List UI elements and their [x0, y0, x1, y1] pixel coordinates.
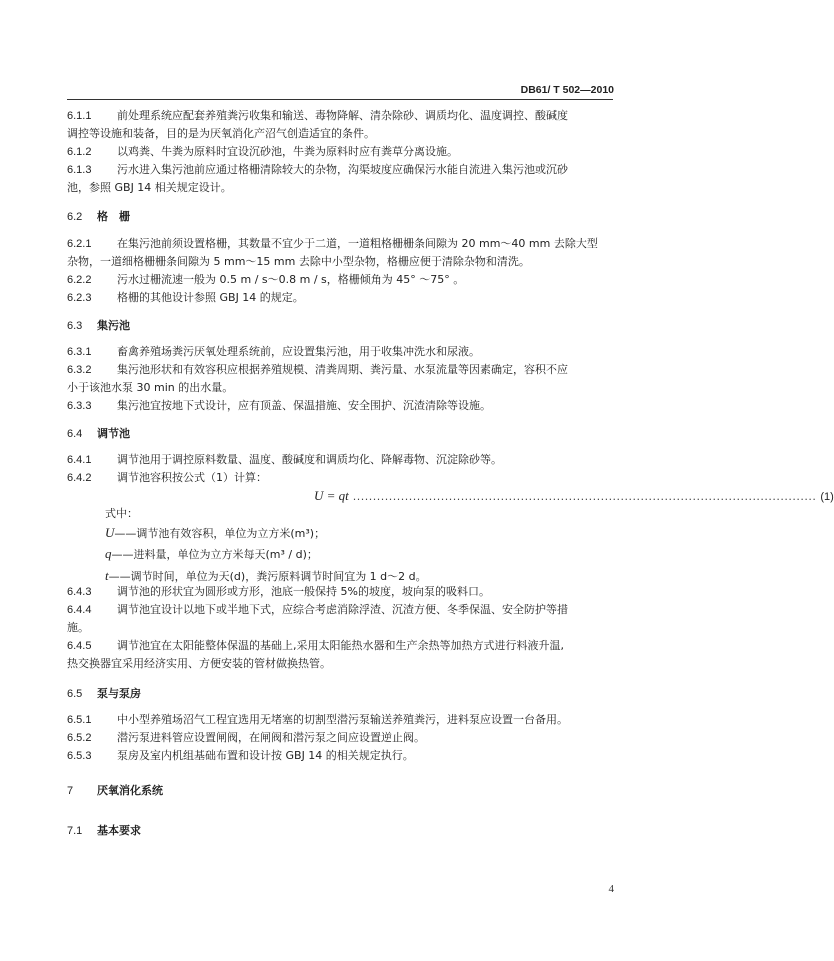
section-number: 7.1: [67, 825, 83, 837]
clause-text: 集污池形状和有效容积应根据养殖规模、清粪周期、粪污量、水泵流量等因素确定，容积不应: [117, 363, 568, 376]
section-number: 6.3: [67, 320, 83, 332]
clause-6-5-1: [67, 712, 615, 728]
clause-6-3-2: [67, 362, 615, 378]
clause-text: 以鸡粪、牛粪为原料时宜设沉砂池，牛粪为原料时应有粪草分离设施。: [117, 145, 458, 158]
section-heading-6-3: [67, 318, 615, 334]
section-title: 集污池: [97, 319, 130, 332]
formula-expression: U = qt: [314, 488, 349, 503]
clause-text: 畜禽养殖场粪污厌氧处理系统前，应设置集污池，用于收集冲洗水和尿液。: [117, 345, 480, 358]
clause-number: 6.4.3: [67, 586, 92, 598]
clause-number: 6.2.3: [67, 292, 92, 304]
clause-6-4-4-cont: 施。: [67, 621, 89, 634]
clause-6-4-1: [67, 452, 615, 468]
clause-6-4-5: [67, 638, 615, 654]
clause-6-4-5-cont: 热交换器宜采用经济实用、方便安装的管材做换热管。: [67, 657, 331, 670]
clause-6-2-1-cont: 杂物，一道细格栅栅条间隙为 5 mm～15 mm 去除中小型杂物，格栅应便于清除杂物和清洗。: [67, 255, 530, 268]
clause-6-1-3-cont: 池，参照 GBJ 14 相关规定设计。: [67, 181, 232, 194]
clause-6-1-1-cont: 调控等设施和装备，目的是为厌氧消化产沼气创造适宜的条件。: [67, 127, 375, 140]
clause-text: 调节池容积按公式（1）计算：: [117, 471, 267, 484]
variable-t-definition: [105, 568, 427, 585]
variable-description: ——调节时间，单位为天(d)，粪污原料调节时间宜为 1 d～2 d。: [108, 570, 427, 583]
clause-number: 6.1.3: [67, 164, 92, 176]
clause-text: 在集污池前须设置格栅，其数量不宜少于二道，一道粗格栅栅条间隙为 20 mm～40 mm 去除大型: [117, 237, 598, 250]
page-number: 4: [608, 883, 614, 895]
clause-text: 格栅的其他设计参照 GBJ 14 的规定。: [117, 291, 304, 304]
clause-6-2-2: [67, 272, 615, 288]
formula-number: (1): [820, 491, 834, 503]
variable-symbol: q: [105, 546, 112, 561]
variable-symbol: t: [105, 568, 109, 583]
clause-number: 6.4.4: [67, 604, 92, 616]
clause-6-1-1: [67, 108, 615, 124]
clause-6-3-1: [67, 344, 615, 360]
clause-text: 泵房及室内机组基础布置和设计按 GBJ 14 的相关规定执行。: [117, 749, 414, 762]
clause-text: 集污池宜按地下式设计，应有顶盖、保温措施、安全围护、沉渣清除等设施。: [117, 399, 491, 412]
section-number: 6.4: [67, 428, 83, 440]
clause-6-1-3: [67, 162, 615, 178]
variable-description: ——进料量，单位为立方米每天(m³ / d)；: [111, 548, 318, 561]
section-title: 泵与泵房: [97, 687, 141, 700]
clause-number: 6.4.2: [67, 472, 92, 484]
clause-number: 6.1.1: [67, 110, 92, 122]
clause-number: 6.5.3: [67, 750, 92, 762]
clause-6-3-2-cont: 小于该池水泵 30 min 的出水量。: [67, 381, 234, 394]
section-heading-6-5: [67, 686, 615, 702]
clause-number: 6.1.2: [67, 146, 92, 158]
chapter-heading-7: [67, 783, 615, 799]
formula-1: [314, 488, 834, 505]
clause-text: 污水过栅流速一般为 0.5 m / s～0.8 m / s，格栅倾角为 45° ～75° 。: [117, 273, 465, 286]
section-number: 6.2: [67, 211, 83, 223]
clause-text: 调节池用于调控原料数量、温度、酸碱度和调质均化、降解毒物、沉淀除砂等。: [117, 453, 502, 466]
clause-6-5-3: [67, 748, 615, 764]
clause-number: 6.2.2: [67, 274, 92, 286]
section-title: 基本要求: [97, 824, 141, 837]
chapter-number: 7: [67, 785, 74, 797]
clause-number: 6.5.2: [67, 732, 92, 744]
variable-q-definition: [105, 546, 318, 563]
clause-text: 潜污泵进料管应设置闸阀，在闸阀和潜污泵之间应设置逆止阀。: [117, 731, 425, 744]
variable-symbol: U: [105, 525, 115, 540]
clause-number: 6.4.1: [67, 454, 92, 466]
clause-number: 6.4.5: [67, 640, 92, 652]
clause-number: 6.2.1: [67, 238, 92, 250]
clause-number: 6.3.2: [67, 364, 92, 376]
clause-text: 前处理系统应配套养殖粪污收集和输送、毒物降解、清杂除砂、调质均化、温度调控、酸碱度: [117, 109, 568, 122]
clause-text: 调节池宜设计以地下或半地下式，应综合考虑消除浮渣、沉渣方便、冬季保温、安全防护等措: [117, 603, 568, 616]
section-heading-7-1: [67, 823, 615, 839]
clause-6-4-3: [67, 584, 615, 600]
clause-number: 6.5.1: [67, 714, 92, 726]
chapter-title: 厌氧消化系统: [97, 784, 163, 797]
section-title: 调节池: [97, 427, 130, 440]
clause-text: 污水进入集污池前应通过格栅清除较大的杂物，沟渠坡度应确保污水能自流进入集污池或沉砂: [117, 163, 568, 176]
clause-6-4-2: [67, 470, 615, 486]
clause-text: 中小型养殖场沼气工程宜选用无堵塞的切割型潜污泵输送养殖粪污，进料泵应设置一台备用。: [117, 713, 568, 726]
clause-6-1-2: [67, 144, 615, 160]
standard-code-header: DB61/ T 502—2010: [520, 84, 614, 96]
section-number: 6.5: [67, 688, 83, 700]
variable-u-definition: [105, 525, 325, 542]
clause-text: 调节池的形状宜为圆形或方形，池底一般保持 5%的坡度，坡向泵的吸料口。: [117, 585, 490, 598]
clause-number: 6.3.3: [67, 400, 92, 412]
clause-6-3-3: [67, 398, 615, 414]
clause-6-2-1: [67, 236, 615, 252]
clause-number: 6.3.1: [67, 346, 92, 358]
section-title: 格 栅: [97, 210, 130, 223]
variable-description: ——调节池有效容积，单位为立方米(m³)；: [114, 527, 326, 540]
clause-text: 调节池宜在太阳能整体保温的基础上,采用太阳能热水器和生产余热等加热方式进行料液升温,: [117, 639, 564, 652]
clause-6-4-4: [67, 602, 615, 618]
formula-leader-dots: ....................................................................................................................: [352, 490, 817, 503]
clause-6-5-2: [67, 730, 615, 746]
section-heading-6-4: [67, 426, 615, 442]
section-heading-6-2: [67, 209, 615, 225]
header-rule: [67, 99, 613, 100]
clause-6-2-3: [67, 290, 615, 306]
where-label: 式中：: [105, 507, 138, 520]
